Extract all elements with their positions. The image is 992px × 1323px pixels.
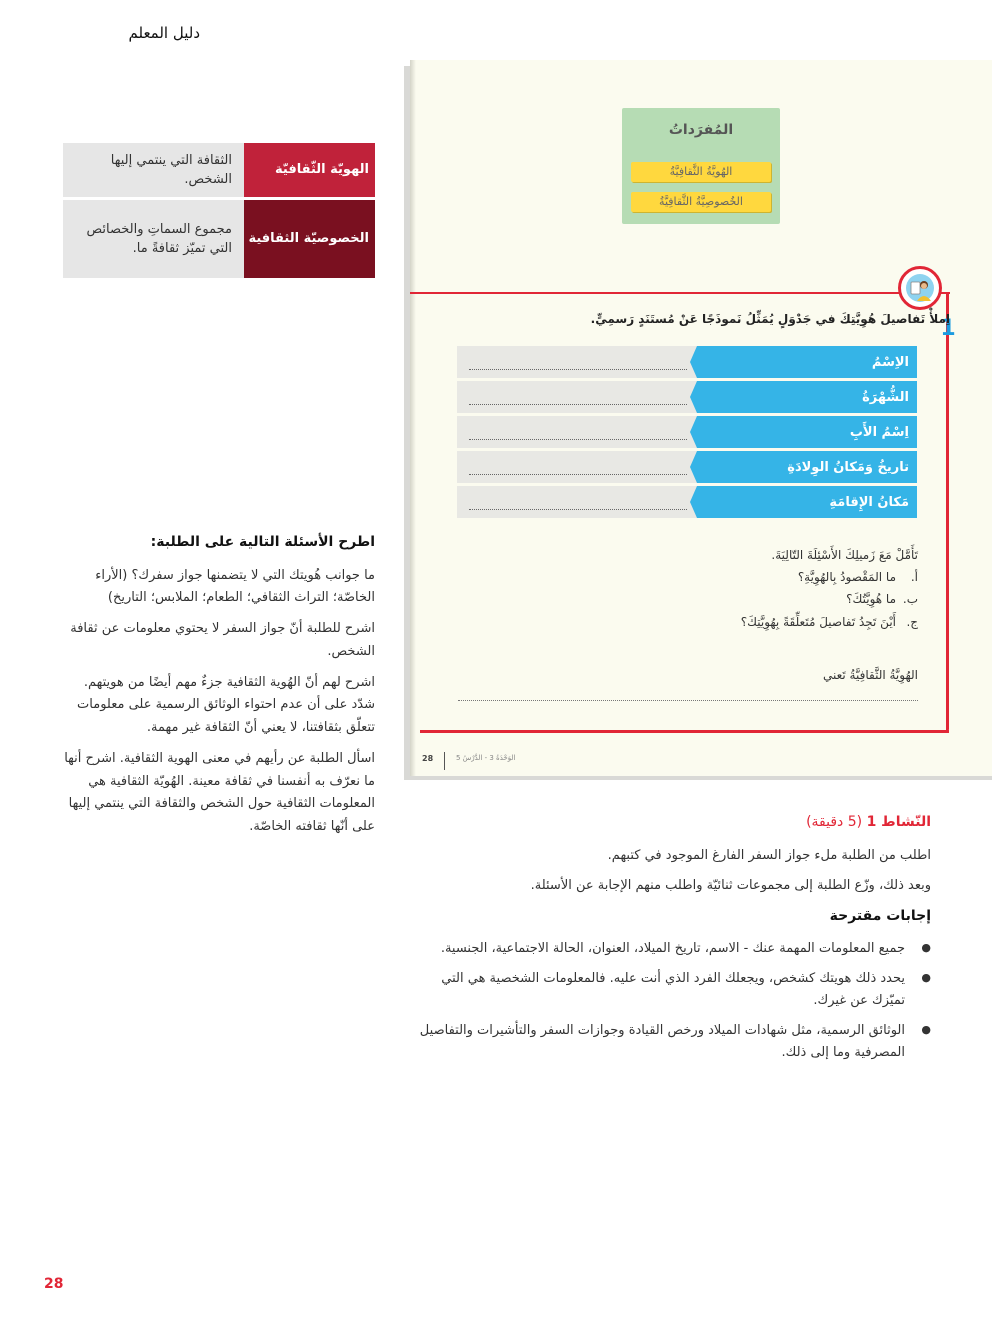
activity-instruction: اِملأْ تَفاصيلَ هُوِيَّتِكَ في جَدْوَلٍ يُمَثِّلُ نَموذَجًا عَنْ مُستَنَدٍ رَسمِيٍّ. (590, 312, 950, 326)
discussion-text: ما المَقْصودُ بِالهُوِيَّةِ؟ (797, 570, 896, 585)
form-answer-field[interactable] (457, 381, 697, 413)
activity-paragraph: اطلب من الطلبة ملء جواز السفر الفارغ الموجود في كتبهم. (607, 848, 931, 863)
vocabulary-box (622, 108, 780, 224)
answer-item (415, 938, 931, 960)
form-label: الاِسْمُ (697, 346, 917, 378)
discussion-letter: ب. (902, 592, 918, 607)
answer-item (415, 1020, 931, 1064)
vocabulary-chip: الخُصوصِيَّةُ الثَّقافِيَّةُ (631, 192, 771, 212)
form-answer-field[interactable] (457, 486, 697, 518)
discussion-intro: تَأَمَّلْ مَعَ زَميلِكَ الأَسْئِلَةَ التّالِيَةَ. (771, 548, 918, 562)
answer-text: يحدد ذلك هويتك كشخص، ويجعلك الفرد الذي أنت عليه. فالمعلومات الشخصية هي التي تميّزك عن غيرك. (441, 971, 905, 1009)
discussion-item (650, 566, 918, 588)
activity-frame-right (946, 292, 949, 732)
form-row (457, 381, 917, 413)
discussion-text: ما هُوِيَّتُكَ؟ (846, 592, 896, 607)
form-row (457, 486, 917, 518)
question-item: اشرح لهم أنّ الهُوية الثقافية جزءٌ مهم أيضًا من هويتهم. شدّد على أن عدم احتواء الوثائق الرسمية على معلومات تتعلّق بثقافتنا، لا يعني أنّ الثقافة غير مهمة. (77, 674, 375, 735)
discussion-questions (650, 544, 918, 633)
question-item: اشرح للطلبة أنّ جواز السفر لا يحتوي معلومات عن ثقافة الشخص. (70, 621, 375, 659)
question-item: ما جوانب هُويتك التي لا يتضمنها جواز سفرك؟ (الأراء الخاصّة؛ التراث الثقافي؛ الطعام؛ الملابس؛ التاريخ) (95, 567, 375, 606)
discussion-item (650, 588, 918, 610)
book-footer-divider (444, 752, 445, 770)
discussion-letter: أ. (910, 570, 918, 585)
vocabulary-title: المُفرَداتُ (668, 122, 734, 138)
glossary-definition: مجموع السماتِ والخصائص التي تميّز ثقافةً ما. (63, 200, 244, 278)
glossary-definition: الثقافة التي ينتمي إليها الشخص. (63, 143, 244, 197)
bullet-icon: ● (921, 941, 931, 954)
discussion-letter: ج. (906, 614, 918, 629)
glossary-term: الهويّة الثّقافيّة (244, 143, 375, 197)
book-footer-text: الوَحْدَةُ 3 - الدَّرْسُ 5 (456, 754, 516, 762)
vocabulary-chip: الهُويَّةُ الثَّقافِيَّةُ (631, 162, 771, 182)
form-label: الشُّهْرَةُ (697, 381, 917, 413)
form-row (457, 346, 917, 378)
form-row (457, 451, 917, 483)
activity-heading (600, 814, 931, 830)
form-label: اِسْمُ الأَبِ (697, 416, 917, 448)
bullet-icon: ● (921, 971, 931, 985)
teacher-questions (60, 530, 375, 847)
question-item: اسأل الطلبة عن رأيهم في معنى الهوية الثقافية. اشرح أنها ما نعرّف به أنفسنا في ثقافة معينة. الهُويّة الثقافية هي المعلومات الثقافية حول الشخص والثقافة التي ينتمي إليها على أنّها ثقافته الخاصّة. (64, 750, 375, 834)
activity-duration: (5 دقيقة) (806, 814, 863, 830)
answer-text: الوثائق الرسمية، مثل شهادات الميلاد ورخص القيادة وجوازات السفر والتأشيرات والتفاصيل المصرفية وما إلى ذلك. (419, 1023, 905, 1061)
book-page-number: 28 (422, 754, 434, 763)
bullet-icon: ● (921, 1023, 931, 1037)
questions-heading: اطرح الأسئلة التالية على الطلبة: (150, 534, 375, 550)
form-label: مَكانُ الإِقامَةِ (697, 486, 917, 518)
answer-text: جميع المعلومات المهمة عنك - الاسم، تاريخ الميلاد، العنوان، الحالة الاجتماعية، الجنسية. (440, 941, 905, 956)
glossary-row (63, 200, 375, 278)
page-header-title: دليل المعلم (128, 24, 200, 42)
identity-answer-line[interactable] (458, 700, 918, 701)
form-label: تاريخُ وَمَكانُ الوِلادَةِ (697, 451, 917, 483)
form-answer-field[interactable] (457, 346, 697, 378)
form-answer-field[interactable] (457, 416, 697, 448)
activity-paragraph: وبعد ذلك، وزّع الطلبة إلى مجموعات ثنائيّة واطلب منهم الإجابة عن الأسئلة. (530, 878, 931, 893)
discussion-item (650, 611, 918, 633)
glossary-term: الخصوصيّة الثقافية (244, 200, 375, 278)
activity-frame-top (410, 292, 950, 294)
form-answer-field[interactable] (457, 451, 697, 483)
identity-prompt: الهُوِيَّةُ الثَّقافِيَّةُ تَعني (822, 668, 918, 682)
discussion-text: أَيْنَ تَجِدُ تَفاصيلَ مُتَعلِّقَةً بِهُوِيَّتِكَ؟ (740, 614, 896, 629)
answer-item (415, 968, 931, 1012)
pair-work-icon (898, 266, 942, 310)
activity-number: 1 (940, 316, 956, 341)
activity-title: النّشاط 1 (866, 814, 931, 830)
activity-frame-bottom (420, 730, 949, 733)
page-number: 28 (44, 1276, 64, 1292)
suggested-answers-list (415, 938, 931, 1072)
glossary-row (63, 143, 375, 197)
answers-heading: إجابات مقترحة (829, 908, 931, 924)
book-binding (410, 60, 416, 776)
student-book-page (410, 60, 992, 776)
form-row (457, 416, 917, 448)
